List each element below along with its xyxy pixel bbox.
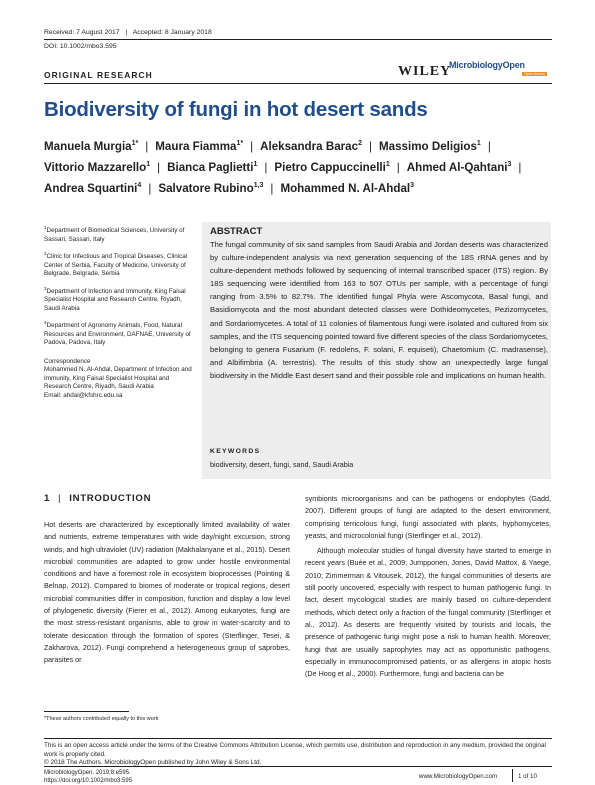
correspondence-text: Mohammed N. Al-Ahdal, Department of Infection and Immunity, King Faisal Specialist Hospital and Research Centre, Riyadh, Saudi Arabia <box>44 366 192 390</box>
section-separator: | <box>58 493 62 504</box>
doi-link[interactable]: https://doi.org/10.1002/mbo3.595 <box>44 778 133 785</box>
correspondence-email[interactable]: Email: ahdal@kfshrc.edu.sa <box>44 391 123 399</box>
author: Ahmed Al-Qahtani$^3$ <box>406 161 512 174</box>
affiliation: $^2$Clinic for Infectious and Tropical Diseases, Clinical Center of Serbia, Faculty of Medicine, University of Belgrade, Belgrade, Serbia <box>44 251 188 277</box>
title-rule <box>44 83 552 84</box>
abstract-heading: ABSTRACT <box>210 226 263 237</box>
journal-site-link[interactable]: www.MicrobiologyOpen.com <box>419 773 498 780</box>
footnote-rule <box>44 711 129 712</box>
body-paragraph: symbionts microorganisms and can be pathogens or endophytes (Gadd, 2007). Different groups of fungi are adapted to the desert environment, comprising terricolous fungi, fungi associated with plants, hyphomycetes, yeasts, and microcolonial fungi (Sterflinger et al., 2012). <box>305 494 551 540</box>
body-paragraph: Although molecular studies of fungal diversity have started to emerge in recent years (Buée et al., 2009; Jumpponen, Jones, David Mattox, & Yaege, 2010; Zimmerman & Vitousek, 2012), the fungal communities of deserts are still poorly uncovered, especially with respect to human pathogenic fungi. In fact, desert mycological studies are mainly based on culture-dependent methods, which detect only a fraction of the fungal community (Sterflinger et al., 2012). As deserts are frequently visited by tourists and locals, the presence of pathogenic fungi might pose a risk to human health. Moreover, fungi that are usually saprophytes may act as opportunistic pathogens, especially in immunocompromised patients, or as allergens in atopic hosts (De Hoog et al., 2000). Furthermore, fungi and bacteria can be <box>305 546 551 679</box>
author: Pietro Cappuccinelli$^1$ <box>274 161 390 174</box>
body-column-left <box>44 519 290 667</box>
footer-divider <box>512 769 513 782</box>
accepted-date: Accepted: 8 January 2018 <box>132 29 212 36</box>
author: Manuela Murgia$^{1*}$ <box>44 140 139 153</box>
author: Bianca Paglietti$^1$ <box>167 161 258 174</box>
body-paragraph: Hot deserts are characterized by exceptionally limited availability of water and nutrients, extreme temperatures with wide day/night excursion, strong winds, and high ultraviolet (UV) radiation (Makhalanyane et al., 2015). Desert microbial communities are adapted to grow under hostile environmental conditions and have a foremost role in ecosystem bioprocesses (Pointing & Belnap, 2012). Compared to biomes of moderate or tropical regions, desert microbial communities differ in composition, function and display a low level of phylogenetic diversity (Fierer et al., 2012). Among eukaryotes, fungi are the most stress-resistant organisms, able to grow in water-scarcity and to tolerate desiccation through the formation of spores (Sterflinger, Tesei, & Zakharova, 2012). Fungi comprehend a heterogeneous group of saprobes, parasites or <box>44 520 290 665</box>
header-rule <box>44 39 552 40</box>
footer-rule <box>44 766 552 767</box>
article-title: Biodiversity of fungi in hot desert sands <box>44 98 428 121</box>
section-number: 1 <box>44 493 51 504</box>
license-text: This is an open access article under the terms of the Creative Commons Attribution License, which permits use, distribution and reproduction in any medium, provided the original work is properly cited. <box>44 742 546 758</box>
journal-citation: MicrobiologyOpen. 2019;8:e595. <box>44 770 131 776</box>
journal-logo-text: MicrobiologyOpen <box>449 60 525 70</box>
affiliation: $^4$Department of Agronomy Animals, Food, Natural Resources and Environment, DAFNAE, University of Padova, Padova, Italy <box>44 320 191 346</box>
affiliation: $^1$Department of Biomedical Sciences, University of Sassari, Sassari, Italy <box>44 225 185 243</box>
section-heading <box>44 493 151 504</box>
author-line-3: Andrea Squartini$^4$ | Salvatore Rubino$^{1,3}$ | Mohammed N. Al-Ahdal$^3$ <box>44 182 415 195</box>
doi: DOI: 10.1002/mbo3.595 <box>44 43 117 50</box>
footer-journal-ref <box>44 769 132 785</box>
correspondence <box>44 358 194 401</box>
keywords: biodiversity, desert, fungi, sand, Saudi Arabia <box>210 460 354 469</box>
author: Vittorio Mazzarello$^1$ <box>44 161 151 174</box>
affiliations <box>44 224 194 406</box>
copyright: © 2018 The Authors. MicrobiologyOpen published by John Wiley & Sons Ltd. <box>44 759 262 766</box>
publisher-logo: WILEY <box>398 64 452 79</box>
body-column-right <box>305 493 551 680</box>
correspondence-label: Correspondence <box>44 357 91 365</box>
license-rule <box>44 738 552 739</box>
footnote: *These authors contributed equally to this work <box>44 716 159 722</box>
affiliation: $^3$Department of Infection and Immunity, King Faisal Specialist Hospital and Research Centre, Riyadh, Saudi Arabia <box>44 285 186 312</box>
author: Salvatore Rubino$^{1,3}$ <box>158 182 264 195</box>
section-label: ORIGINAL RESEARCH <box>44 70 153 80</box>
author: Andrea Squartini$^4$ <box>44 182 142 195</box>
section-title: INTRODUCTION <box>69 493 152 504</box>
page-number: 1 of 10 <box>518 773 537 780</box>
journal-logo <box>449 60 549 76</box>
open-access-badge: Open Access <box>524 72 545 76</box>
received-date: Received: 7 August 2017 <box>44 29 120 36</box>
author: Maura Fiamma$^{1*}$ <box>155 140 244 153</box>
abstract-text: The fungal community of six sand samples from Saudi Arabia and Jordan deserts was characterized by culture-independent analysis via next generation sequencing of the 18S rRNA genes and by culture-dependent methods followed by sequencing of internal transcribed spacer (ITS) region. By 18S sequencing were identified from 163 to 507 OTUs per sample, with a percentage of fungi ranging from 3.5% to 82.7%. The identified fungal Phyla were Ascomycota, Basal fungi, and Basidiomycota and the most abundant detected classes were Dothideomycetes, Pezizomycetes, and Sordariomycetes. A total of 11 colonies of filamentous fungi were isolated and cultured from six samples, and the ITS sequencing pointed toward five different species of the class Sordariomycetes, belonging to genera Fusarium (F. redolens, F. solani, F. equiseti), Chaetomium (C. madrasense), and Albifimbria (A. terrestris). The results of this study show an unexpectedly large fungal biodiversity in the Middle East desert sand and their possible role and implications on human health. <box>210 240 548 380</box>
keywords-heading: KEYWORDS <box>210 448 261 455</box>
author-line-1: Manuela Murgia$^{1*}$ | Maura Fiamma$^{1*}$ | Aleksandra Barac$^2$ | Massimo Deligios$^1$ | <box>44 140 491 153</box>
license-block <box>44 742 552 768</box>
author: Massimo Deligios$^1$ <box>378 140 481 153</box>
header-separator: | <box>125 29 128 36</box>
received-accepted-line <box>44 29 212 36</box>
author-line-2: Vittorio Mazzarello$^1$ | Bianca Paglietti$^1$ | Pietro Cappuccinelli$^1$ | Ahmed Al-Qahtani$^3$ | <box>44 161 522 174</box>
author: Aleksandra Barac$^2$ <box>260 140 362 153</box>
author: Mohammed N. Al-Ahdal$^3$ <box>280 182 415 195</box>
